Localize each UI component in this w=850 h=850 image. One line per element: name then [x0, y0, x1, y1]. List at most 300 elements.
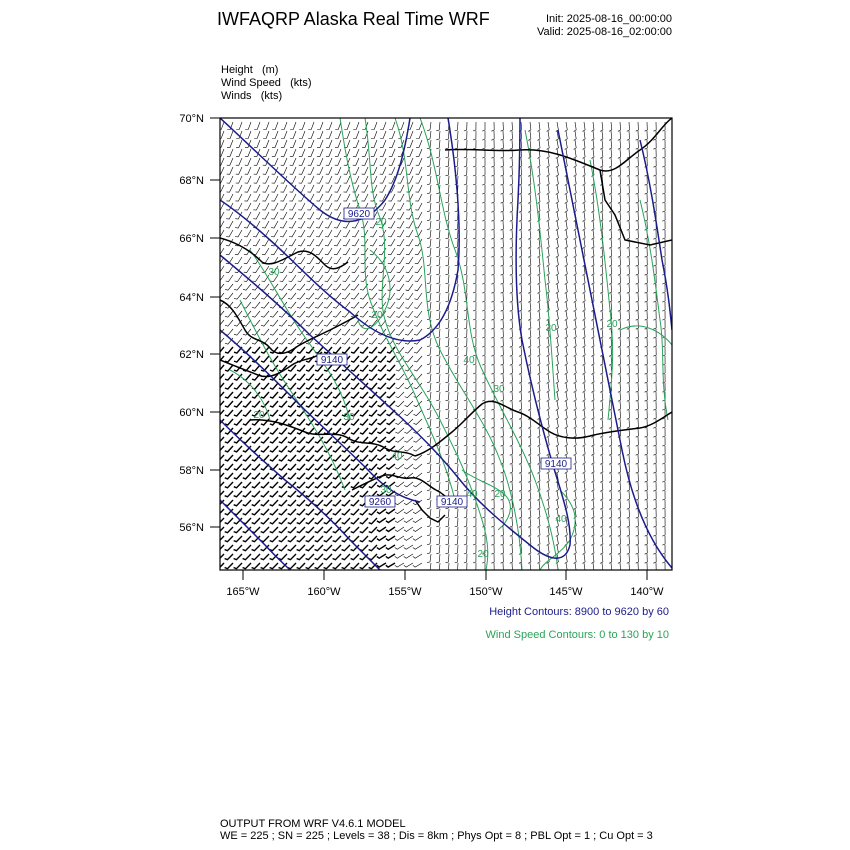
wind-barb [225, 392, 233, 398]
wind-barb [353, 176, 359, 183]
wind-barb [491, 284, 494, 293]
wind-barb [279, 482, 287, 488]
wind-barb [298, 212, 305, 219]
wind-barb [427, 284, 431, 293]
wind-barb [600, 437, 603, 446]
wind-barb [271, 221, 278, 228]
wind-barb [653, 464, 656, 473]
wind-barb [591, 131, 594, 140]
wind-barb [342, 293, 350, 299]
wind-barb [427, 131, 431, 140]
wind-barb [627, 131, 630, 140]
wind-label: 20 [477, 549, 489, 560]
wind-barb [565, 284, 568, 293]
wind-barb [591, 149, 594, 158]
wind-barb [636, 536, 639, 545]
wind-label: 30 [380, 485, 392, 496]
wind-barb [455, 149, 458, 158]
wind-barb [662, 536, 665, 545]
wind-barb [308, 167, 314, 174]
wind-barb [297, 536, 305, 542]
coastline [220, 118, 672, 522]
wind-barb [297, 563, 305, 569]
wind-barb [591, 311, 594, 320]
wind-barb [377, 536, 386, 540]
wind-barb [455, 140, 458, 149]
wind-barb [405, 401, 413, 407]
wind-barb [369, 293, 377, 299]
wind-barb [627, 455, 630, 464]
wind-barb [290, 140, 296, 147]
wind-barb [455, 302, 458, 311]
wind-barb [234, 383, 242, 389]
wind-barb [333, 374, 341, 380]
wind-barb [436, 392, 440, 401]
wind-barb [455, 212, 458, 221]
wind-barb [270, 491, 278, 497]
wind-barb [315, 401, 323, 407]
wind-barb [583, 275, 586, 284]
wind-barb [574, 428, 577, 437]
wind-barb [556, 266, 559, 275]
wind-barb [270, 518, 278, 524]
wind-barb [388, 221, 395, 228]
wind-barb [380, 140, 386, 147]
wind-barb [324, 437, 332, 443]
wind-barb [395, 500, 404, 505]
wind-barb [326, 167, 332, 174]
wind-barb [627, 320, 630, 329]
wind-barb [482, 311, 485, 320]
wind-barb [279, 284, 287, 290]
wind-barb [482, 464, 485, 473]
wind-barb [370, 257, 377, 264]
wind-barb [528, 131, 531, 140]
wind-barb [436, 293, 440, 302]
wind-barb [308, 140, 314, 147]
wind-barb [618, 563, 621, 572]
wind-barb [306, 293, 314, 299]
wind-barb [609, 122, 612, 131]
wind-barb [618, 473, 621, 482]
wind-barb [482, 302, 485, 311]
wind-barb [325, 230, 332, 237]
wind-barb [397, 248, 404, 255]
wind-barb [662, 230, 665, 239]
wind-barb [315, 482, 323, 488]
wind-barb [415, 266, 422, 273]
height-label: 9140 [320, 355, 344, 366]
wind-barb [387, 293, 395, 300]
wind-barb [501, 302, 504, 311]
wind-barb [352, 275, 359, 282]
wind-barb [436, 527, 440, 536]
wind-barb [297, 500, 305, 506]
wind-barb [371, 167, 377, 174]
wind-barb [225, 482, 233, 488]
wind-barb [288, 527, 296, 533]
wind-barb [299, 158, 305, 165]
wind-barb [324, 320, 332, 326]
wind-barb [519, 419, 522, 428]
wind-barb [491, 185, 494, 194]
wind-barb [636, 131, 639, 140]
wind-barb [662, 131, 665, 140]
wind-barb [528, 383, 531, 392]
wind-barb [307, 257, 314, 264]
wind-barb [565, 473, 568, 482]
wind-barb [591, 383, 594, 392]
wind-barb [279, 437, 287, 443]
wind-barb [279, 509, 287, 515]
wind-barb [583, 437, 586, 446]
wind-barb [491, 176, 494, 185]
wind-barb [591, 122, 594, 131]
wind-barb [645, 257, 648, 266]
wind-barb [427, 167, 431, 176]
wind-barb [600, 383, 603, 392]
wind-barb [583, 536, 586, 545]
wind-barb [618, 266, 621, 275]
wind-barb [574, 248, 577, 257]
wind-barb [565, 194, 568, 203]
wind-barb [491, 230, 494, 239]
wind-barb [407, 167, 413, 174]
wind-barb [271, 248, 278, 255]
wind-barb [537, 383, 540, 392]
wind-barb [627, 203, 630, 212]
wind-barb [645, 437, 648, 446]
wind-barb [627, 446, 630, 455]
wind-barb [600, 563, 603, 572]
wind-barb [397, 275, 404, 282]
wind-barb [342, 383, 350, 389]
wind-barb [351, 473, 359, 479]
wind-barb [591, 410, 594, 419]
wind-barb [565, 410, 568, 419]
wind-barb [473, 518, 476, 527]
wind-barb [583, 500, 586, 509]
wind-barb [464, 455, 467, 464]
wind-barb [333, 563, 341, 569]
wind-barb [627, 176, 630, 185]
wind-barb [446, 374, 450, 383]
wind-barb [627, 563, 630, 572]
wind-barb [455, 410, 458, 419]
wind-barb [446, 509, 450, 518]
wind-barb [537, 167, 540, 176]
wind-barb [574, 338, 577, 347]
wind-barb [574, 464, 577, 473]
wind-barb [473, 311, 476, 320]
wind-barb [263, 140, 269, 147]
wind-barb [501, 428, 504, 437]
wind-barb [252, 437, 260, 443]
wind-barb [397, 266, 404, 273]
wind-barb [600, 464, 603, 473]
wind-barb [436, 482, 440, 491]
wind-barb [387, 365, 395, 371]
wind-barb [609, 338, 612, 347]
wind-barb [473, 131, 476, 140]
wind-barb [369, 509, 377, 515]
wind-barb [653, 392, 656, 401]
wind-barb [261, 320, 269, 326]
wind-barb [396, 401, 404, 407]
wind-barb [574, 563, 577, 572]
wind-barb [491, 464, 494, 473]
height-label: 9140 [544, 459, 568, 470]
wind-barb [600, 473, 603, 482]
wind-barb [279, 455, 287, 461]
wind-barb [627, 545, 630, 554]
wind-barb [627, 347, 630, 356]
wind-barb [297, 455, 305, 461]
wind-barb [290, 158, 296, 165]
wind-barb [236, 167, 242, 174]
wind-barb [342, 509, 350, 515]
wind-barb [415, 212, 422, 219]
wind-barb [618, 257, 621, 266]
wind-barb [369, 374, 377, 380]
wind-barb [270, 392, 278, 398]
wind-barb [455, 518, 458, 527]
wind-barb [315, 392, 323, 398]
wind-barb [491, 365, 494, 374]
wind-barb [289, 230, 296, 237]
wind-barb [618, 374, 621, 383]
wind-barb [446, 545, 450, 554]
wind-barb [528, 203, 531, 212]
wind-barb [600, 302, 603, 311]
wind-barb [342, 455, 350, 461]
wind-barb [662, 491, 665, 500]
lon-label: 165°W [226, 586, 260, 598]
wind-barb [609, 158, 612, 167]
wind-barb [653, 491, 656, 500]
wind-barb [306, 383, 314, 389]
wind-barb [415, 203, 422, 210]
lat-label: 60°N [179, 407, 204, 419]
wind-barb [591, 527, 594, 536]
wind-barb [218, 185, 225, 192]
wind-barb [636, 392, 639, 401]
wind-barb [662, 437, 665, 446]
wind-barb [565, 212, 568, 221]
wind-barb [405, 392, 413, 398]
wind-barb [645, 329, 648, 338]
wind-barb [645, 554, 648, 563]
wind-barb [244, 194, 251, 201]
wind-barb [272, 122, 278, 130]
wind-barb [413, 491, 422, 496]
wind-barb [591, 347, 594, 356]
wind-barb [528, 221, 531, 230]
wind-barb [404, 482, 413, 487]
wind-barb [360, 374, 368, 380]
wind-barb [583, 392, 586, 401]
wind-barb [297, 482, 305, 488]
wind-barb [662, 401, 665, 410]
wind-barb [636, 140, 639, 149]
wind-barb [510, 221, 513, 230]
wind-barb [510, 311, 513, 320]
wind-barb [491, 356, 494, 365]
wind-barb [226, 194, 233, 201]
wind-label: 40 [466, 489, 478, 500]
wind-barb [362, 185, 369, 192]
wind-barb [227, 131, 233, 139]
wind-barb [482, 329, 485, 338]
wind-barb [288, 518, 296, 524]
wind-barb [371, 131, 377, 139]
wind-barb [519, 275, 522, 284]
wind-barb [618, 122, 621, 131]
wind-barb [351, 401, 359, 407]
height-contour-legend: Height Contours: 8900 to 9620 by 60 [489, 606, 669, 618]
wind-barb [446, 383, 450, 392]
wind-barb [510, 131, 513, 140]
wind-barb [519, 428, 522, 437]
wind-barb [636, 248, 639, 257]
wind-barb [226, 248, 233, 255]
wind-barb [556, 203, 559, 212]
wind-barb [473, 284, 476, 293]
wind-barb [609, 275, 612, 284]
wind-barb [406, 266, 413, 273]
wind-barb [427, 239, 431, 248]
wind-barb [537, 392, 540, 401]
wind-barb [547, 140, 550, 149]
wind-barb [270, 401, 278, 407]
wind-barb [378, 410, 387, 416]
wind-barb [261, 518, 269, 524]
wind-barb [636, 203, 639, 212]
wind-barb [279, 500, 287, 506]
wind-barb [306, 392, 314, 398]
wind-barb [270, 473, 278, 479]
wind-barb [244, 239, 251, 246]
wind-barb [405, 293, 413, 300]
wind-barb [253, 194, 260, 201]
wind-barb [537, 365, 540, 374]
wind-barb [645, 293, 648, 302]
wind-barb [662, 284, 665, 293]
wind-barb [271, 194, 278, 201]
wind-barb [351, 356, 359, 362]
wind-barb [519, 365, 522, 374]
wind-barb [464, 563, 467, 572]
wind-barb [636, 185, 639, 194]
wind-barb [243, 536, 251, 542]
wind-barb [415, 194, 422, 201]
wind-barb [369, 356, 377, 362]
wind-barb [528, 446, 531, 455]
wind-barb [413, 536, 422, 540]
wind-barb [427, 500, 431, 509]
wind-barb [519, 257, 522, 266]
wind-barb [306, 509, 314, 515]
wind-barb [308, 131, 314, 139]
wind-barb [297, 527, 305, 533]
wind-barb [324, 527, 332, 533]
wind-barb [388, 248, 395, 255]
wind-barb [636, 347, 639, 356]
wind-barb [398, 122, 404, 130]
wind-barb [627, 401, 630, 410]
wind-barb [404, 563, 413, 567]
wind-barb [501, 203, 504, 212]
wind-barb [464, 446, 467, 455]
wind-barb [362, 140, 368, 147]
wind-barb [537, 509, 540, 518]
wind-barb [316, 248, 323, 255]
wind-barb [252, 491, 260, 497]
wind-barb [636, 365, 639, 374]
wind-barb [609, 140, 612, 149]
wind-barb [436, 212, 440, 221]
wind-barb [609, 446, 612, 455]
wind-barb [583, 194, 586, 203]
wind-barb [491, 473, 494, 482]
wind-barb [653, 473, 656, 482]
wind-barb [270, 536, 278, 542]
wind-barb [288, 365, 296, 371]
wind-barb [583, 230, 586, 239]
wind-barb [627, 329, 630, 338]
wind-barb [315, 491, 323, 497]
wind-barb [427, 338, 431, 347]
wind-barb [396, 392, 404, 398]
wind-barb [600, 518, 603, 527]
wind-barb [636, 527, 639, 536]
wind-barb [653, 176, 656, 185]
wind-barb [325, 248, 332, 255]
wind-barb [436, 374, 440, 383]
wind-barb [334, 257, 341, 264]
wind-barb [636, 320, 639, 329]
wind-barb [609, 527, 612, 536]
wind-barb [414, 329, 422, 335]
wind-barb [446, 230, 450, 239]
wind-barb [261, 392, 269, 398]
wind-barb [600, 131, 603, 140]
wind-barb [583, 446, 586, 455]
wind-barb [406, 203, 413, 210]
wind-barb [335, 158, 341, 165]
wind-label: 20 [606, 319, 618, 330]
wind-barb [653, 437, 656, 446]
wind-barb [482, 212, 485, 221]
wind-barb [369, 419, 377, 425]
wind-barb [501, 239, 504, 248]
wind-barb [662, 239, 665, 248]
wind-barb [288, 302, 296, 308]
wind-barb [335, 176, 341, 183]
wind-barb [407, 149, 413, 156]
wind-barb [583, 122, 586, 131]
wind-barb [528, 500, 531, 509]
wind-barb [281, 122, 287, 130]
wind-barb [653, 383, 656, 392]
wind-barb [377, 437, 386, 442]
wind-barb [464, 176, 467, 185]
wind-barb [482, 338, 485, 347]
wind-barb [519, 302, 522, 311]
wind-barb [600, 401, 603, 410]
wind-barb [270, 455, 278, 461]
wind-barb [574, 293, 577, 302]
